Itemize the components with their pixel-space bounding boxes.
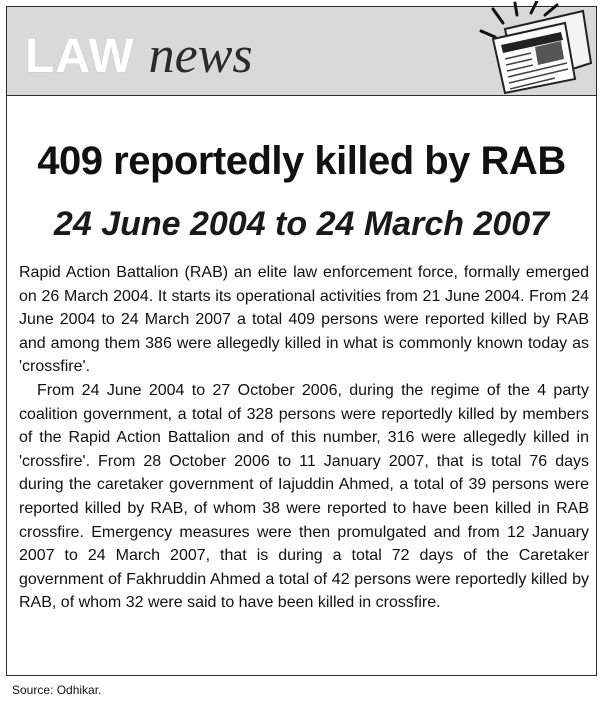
newspaper-icon <box>465 1 595 95</box>
date-range-subtitle: 24 June 2004 to 24 March 2007 <box>53 205 550 243</box>
article-body <box>19 261 589 615</box>
paragraph: From 24 June 2004 to 27 October 2006, during the regime of the 4 party coalition government, a total of 328 persons were reportedly killed by members of the Rapid Action Battalion and of this number, 316 were allegedly killed in 'crossfire'. From 28 October 2006 to 11 January 2007, that is total 76 days during the caretaker government of Iajuddin Ahmed, a total of 39 persons were reported killed by RAB, of whom 38 were reported to have been killed in RAB crossfire. Emergency measures were then promulgated and from 12 January 2007 to 24 March 2007, that is during a total 72 days of the Caretaker government of Fakhruddin Ahmed a total of 42 persons were reportedly killed by RAB, of whom 32 were said to have been killed in crossfire. <box>19 381 589 612</box>
brand-logo <box>25 25 253 87</box>
source-note: Source: Odhikar. <box>12 683 102 697</box>
paragraph: Rapid Action Battalion (RAB) an elite law enforcement force, formally emerged on 26 March 2004. It starts its operational activities from 21 June 2004. From 24 June 2004 to 24 March 2007 a total 409 persons were reported killed by RAB and among them 386 were allegedly killed in what is commonly known today as 'crossfire'. <box>19 264 589 376</box>
brand-law: LAW <box>25 30 135 83</box>
brand-news: news <box>148 27 253 84</box>
article-box <box>6 6 597 676</box>
headline: 409 reportedly killed by RAB <box>37 139 566 183</box>
law-news-banner <box>7 7 596 96</box>
